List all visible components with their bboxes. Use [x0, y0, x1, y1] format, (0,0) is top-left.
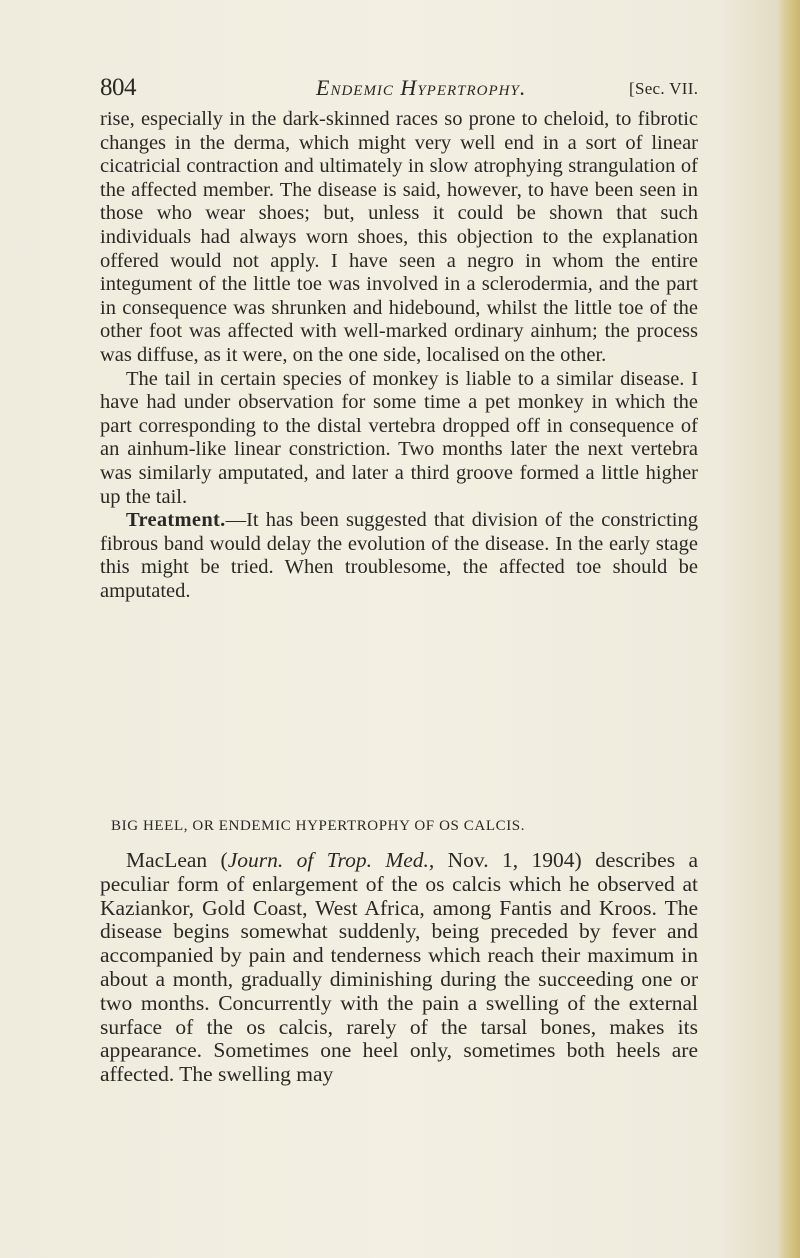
- paragraph-monkey: The tail in certain species of monkey is liable to a similar disease. I have had under observation for some time a pet monkey in which the part corresponding to the distal vertebra dropped off in consequence of an ainhum-like linear constriction. Two months later the next vertebra was similarly amputated, and later a third groove formed a little higher up the tail.: [100, 367, 698, 508]
- body-text-part1: [100, 108, 698, 603]
- running-title: Endemic Hypertrophy.: [316, 75, 527, 100]
- paragraph-maclean: [100, 849, 698, 1087]
- maclean-text: Nov. 1, 1904) describes a peculiar form of enlargement of the os calcis which he observed at Kaziankor, Gold Coast, West Africa, among Fantis and Kroos. The disease begins somewhat suddenly, being preceded by fever and accompanied by pain and tenderness which reach their maximum in about a month, gradually diminishing during the succeeding one or two months. Concurrently with the pain a swelling of the external surface of the os calcis, rarely of the tarsal bones, makes its appearance. Sometimes one heel only, sometimes both heels are affected. The swelling may: [100, 848, 698, 1087]
- page-header: [100, 74, 700, 104]
- treatment-heading: Treatment.: [126, 509, 226, 532]
- treatment-text: —It has been suggested that division of the constricting fibrous band would delay the evolution of the disease. In the early stage this might be tried. When troublesome, the affected toe should be amputated.: [100, 509, 698, 602]
- paragraph-continued: rise, especially in the dark-skinned races so prone to cheloid, to fibrotic changes in the derma, which might very well end in a sort of linear cicatricial contraction and ultimately in slow atrophying strangulation of the affected member. The disease is said, however, to have been seen in those who wear shoes; but, unless it could be shown that such individuals had always worn shoes, this objection to the explanation offered would not apply. I have seen a negro in whom the entire integument of the little toe was involved in a sclerodermia, and the part in consequence was shrunken and hidebound, whilst the little toe of the other foot was affected with well-marked ordinary ainhum; the process was diffuse, as it were, on the one side, localised on the other.: [100, 108, 698, 366]
- paragraph-treatment: [100, 509, 698, 603]
- body-text-part2: [100, 849, 698, 1087]
- section-label: [Sec. VII.: [629, 79, 699, 98]
- page-edge-shadow: [778, 0, 800, 1258]
- page-number: 804: [100, 74, 136, 101]
- maclean-intro: MacLean (: [126, 848, 228, 872]
- section-heading: BIG HEEL, OR ENDEMIC HYPERTROPHY OF OS CALCIS.: [111, 818, 526, 834]
- journal-citation: Journ. of Trop. Med.,: [227, 848, 435, 872]
